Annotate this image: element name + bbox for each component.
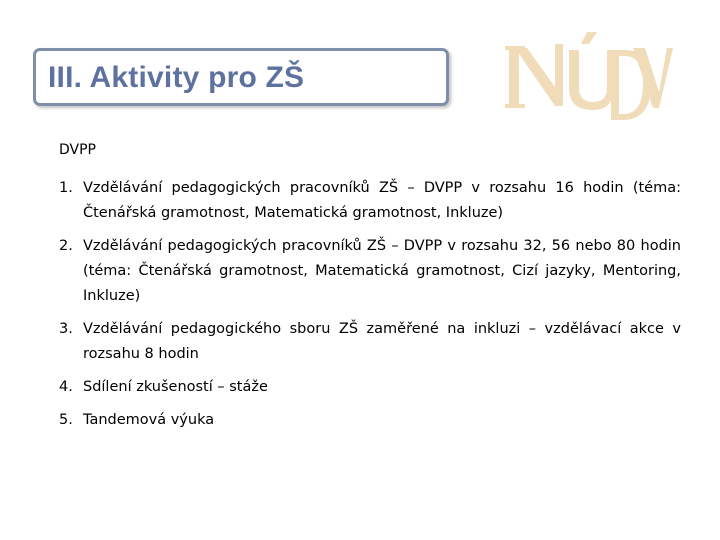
item-text: Vzdělávání pedagogických pracovníků ZŠ – DVPP v rozsahu 32, 56 nebo 80 hodin (téma: Čtenářská gramotnost, Matematická gramotnost, Cizí jazyky, Mentoring, Inkluze)	[83, 238, 681, 304]
item-number: 4.	[59, 379, 73, 395]
item-text: Vzdělávání pedagogického sboru ZŠ zaměřené na inkluzi – vzdělávací akce v rozsahu 8 hodin	[83, 321, 681, 362]
slide-title: III. Aktivity pro ZŠ	[48, 61, 305, 94]
list-item	[59, 234, 681, 309]
title-box	[33, 48, 449, 106]
item-number: 5.	[59, 412, 73, 428]
list-item	[59, 375, 681, 400]
list-item	[59, 176, 681, 226]
section-heading: DVPP	[59, 142, 96, 158]
item-number: 1.	[59, 180, 73, 196]
activity-list	[59, 176, 681, 433]
item-text: Tandemová výuka	[83, 412, 215, 428]
item-number: 2.	[59, 238, 73, 254]
list-item	[59, 317, 681, 367]
list-item	[59, 408, 681, 433]
item-text: Vzdělávání pedagogických pracovníků ZŠ – DVPP v rozsahu 16 hodin (téma: Čtenářská gramotnost, Matematická gramotnost, Inkluze)	[83, 180, 681, 221]
item-text: Sdílení zkušeností – stáže	[83, 379, 268, 395]
slide-content	[59, 142, 681, 441]
nudv-logo	[505, 30, 673, 130]
item-number: 3.	[59, 321, 73, 337]
